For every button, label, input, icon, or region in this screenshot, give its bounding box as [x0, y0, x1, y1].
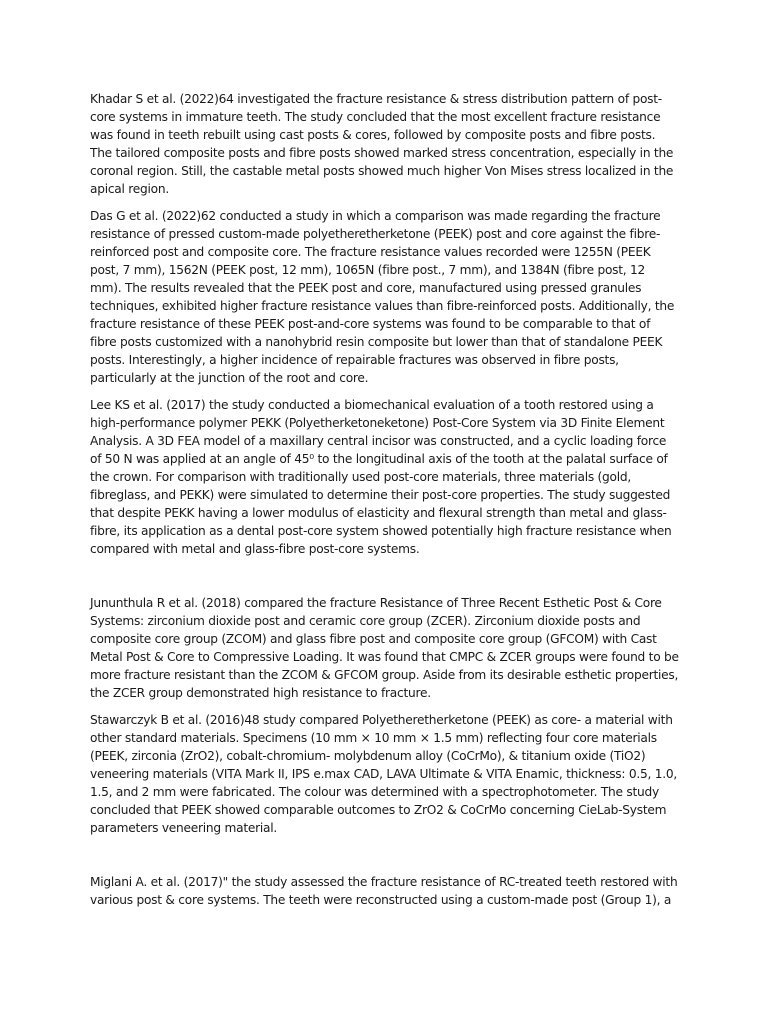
- document-page: [90, 90, 680, 918]
- paragraph-jununthula: Jununthula R et al. (2018) compared the fracture Resistance of Three Recent Esthetic Post & Core Systems: zirconium dioxide post and ceramic core group (ZCER). Zirconium dioxide posts and composite core group (ZCOM) and glass fibre post and composite core group (GFCOM) with Cast Metal Post & Core to Compressive Loading. It was found that CMPC & ZCER groups were found to be more fracture resistant than the ZCOM & GFCOM group. Aside from its desirable esthetic properties, the ZCER group demonstrated high resistance to fracture.: [90, 596, 679, 700]
- paragraph-miglani: Miglani A. et al. (2017)" the study assessed the fracture resistance of RC-treated teeth restored with various post & core systems. The teeth were reconstructed using a custom-made post (Group 1), a: [90, 875, 678, 907]
- paragraph-khadar: Khadar S et al. (2022)64 investigated the fracture resistance & stress distribution pattern of post-core systems in immature teeth. The study concluded that the most excellent fracture resistance was found in teeth rebuilt using cast posts & cores, followed by composite posts and fibre posts. The tailored composite posts and fibre posts showed marked stress concentration, especially in the coronal region. Still, the castable metal posts showed much higher Von Mises stress localized in the apical region.: [90, 92, 674, 196]
- paragraph-lee: Lee KS et al. (2017) the study conducted a biomechanical evaluation of a tooth restored using a high-performance polymer PEKK (Polyetherketoneketone) Post-Core System via 3D Finite Element Analysis. A 3D FEA model of a maxillary central incisor was constructed, and a cyclic loading force of 50 N was applied at an angle of 45⁰ to the longitudinal axis of the tooth at the palatal surface of the crown. For comparison with traditionally used post-core materials, three materials (gold, fibreglass, and PEKK) were simulated to determine their post-core properties. The study suggested that despite PEKK having a lower modulus of elasticity and flexural strength than metal and glass-fibre, its application as a dental post-core system showed potentially high fracture resistance when compared with metal and glass-fibre post-core systems.: [90, 398, 672, 556]
- blank-line: [90, 846, 680, 873]
- blank-line: [90, 567, 680, 594]
- paragraph-stawarczyk: Stawarczyk B et al. (2016)48 study compared Polyetheretherketone (PEEK) as core- a material with other standard materials. Specimens (10 mm × 10 mm × 1.5 mm) reflecting four core materials (PEEK, zirconia (ZrO2), cobalt-chromium- molybdenum alloy (CoCrMo), & titanium oxide (TiO2) veneering materials (VITA Mark II, IPS e.max CAD, LAVA Ultimate & VITA Enamic, thickness: 0.5, 1.0, 1.5, and 2 mm were fabricated. The colour was determined with a spectrophotometer. The study concluded that PEEK showed comparable outcomes to ZrO2 & CoCrMo concerning CieLab-System parameters veneering material.: [90, 713, 678, 835]
- paragraph-das: Das G et al. (2022)62 conducted a study in which a comparison was made regarding the fracture resistance of pressed custom-made polyetheretherketone (PEEK) post and core against the fibre-reinforced post and composite core. The fracture resistance values recorded were 1255N (PEEK post, 7 mm), 1562N (PEEK post, 12 mm), 1065N (fibre post., 7 mm), and 1384N (fibre post, 12 mm). The results revealed that the PEEK post and core, manufactured using pressed granules techniques, exhibited higher fracture resistance values than fibre-reinforced posts. Additionally, the fracture resistance of these PEEK post-and-core systems was found to be comparable to that of fibre posts customized with a nanohybrid resin composite but lower than that of standalone PEEK posts. Interestingly, a higher incidence of repairable fractures was observed in fibre posts, particularly at the junction of the root and core.: [90, 209, 675, 385]
